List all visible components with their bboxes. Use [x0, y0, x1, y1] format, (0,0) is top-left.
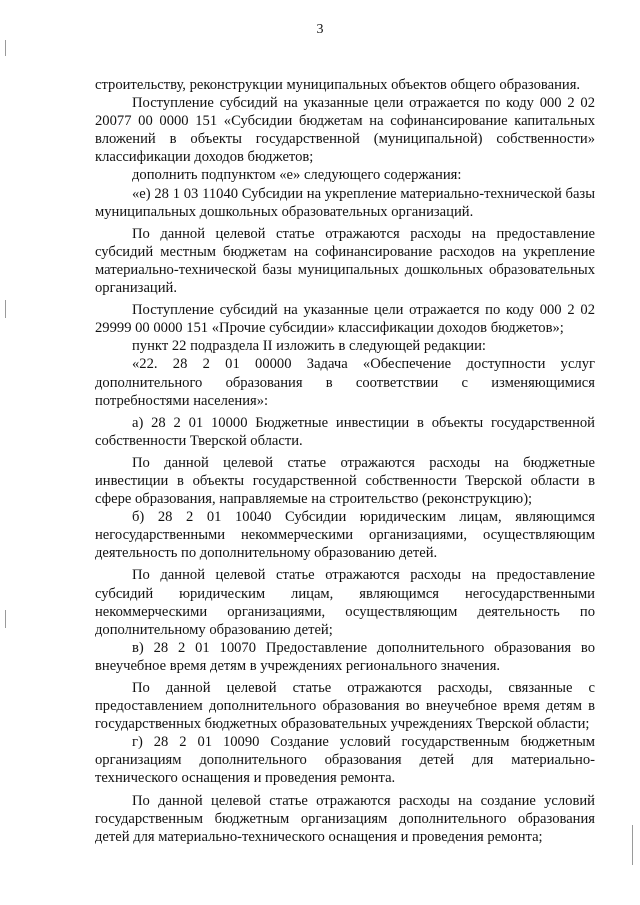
paragraph: строительству, реконструкции муниципальных объектов общего образования. — [95, 77, 581, 93]
paragraph: Поступление субсидий на указанные цели отражается по коду 000 2 02 29999 00 0000 151 «Прочие субсидии» классификации доходов бюджетов»; — [95, 302, 595, 337]
paragraph: дополнить подпунктом «е» следующего содержания: — [132, 167, 462, 184]
paragraph: По данной целевой статье отражаются расходы на предоставление субсидий юридическим лицам, являющимся негосударственными некоммерческими организациями, осуществляющим деятельность по дополнительному образованию детей; — [95, 567, 595, 638]
left-edge-mark — [5, 610, 6, 628]
paragraph: г) 28 2 01 10090 Создание условий государственным бюджетным организациям дополнительного образования детей для материально-технического оснащения и проведения ремонта. — [95, 734, 595, 787]
paragraph: По данной целевой статье отражаются расходы, связанные с предоставлением дополнительного образования во внеучебное время детям в государственных бюджетных образовательных учреждениях Тверской области; — [95, 680, 595, 733]
paragraph: «е) 28 1 03 11040 Субсидии на укрепление материально-технической базы муниципальных дошкольных образовательных организаций. — [95, 185, 595, 220]
paragraph: в) 28 2 01 10070 Предоставление дополнительного образования во внеучебное время детям в учреждениях регионального значения. — [95, 639, 595, 674]
paragraph: По данной целевой статье отражаются расходы на предоставление субсидий местным бюджетам на софинансирование расходов на укрепление материально-технической базы муниципальных дошкольных образовательных организаций. — [95, 225, 595, 297]
left-edge-mark — [5, 300, 6, 318]
page-number: 3 — [316, 22, 324, 37]
paragraph: Поступление субсидий на указанные цели отражается по коду 000 2 02 20077 00 0000 151 «Субсидии бюджетам на софинансирование капитальных вложений в объекты государственной (муниципальной) собственности» классификации доходов бюджетов; — [95, 95, 595, 166]
paragraph: б) 28 2 01 10040 Субсидии юридическим лицам, являющимся негосударственными некоммерческими организациями, осуществляющим деятельность по дополнительному образованию детей. — [95, 509, 595, 562]
right-edge-mark — [632, 825, 633, 865]
paragraph: а) 28 2 01 10000 Бюджетные инвестиции в объекты государственной собственности Тверской области. — [95, 414, 595, 449]
left-edge-mark — [5, 40, 6, 56]
document-body — [95, 76, 595, 846]
paragraph: пункт 22 подраздела II изложить в следующей редакции: — [132, 338, 486, 355]
paragraph: По данной целевой статье отражаются расходы на создание условий государственным бюджетным организациям дополнительного образования детей для материально-технического оснащения и проведения ремонта; — [95, 792, 595, 845]
paragraph: «22. 28 2 01 00000 Задача «Обеспечение доступности услуг дополнительного образования в соответствии с изменяющимися потребностями населения»: — [95, 356, 595, 409]
paragraph: По данной целевой статье отражаются расходы на бюджетные инвестиции в объекты государственной собственности Тверской области в сфере образования, направляемые на строительство (реконструкцию); — [95, 454, 595, 508]
